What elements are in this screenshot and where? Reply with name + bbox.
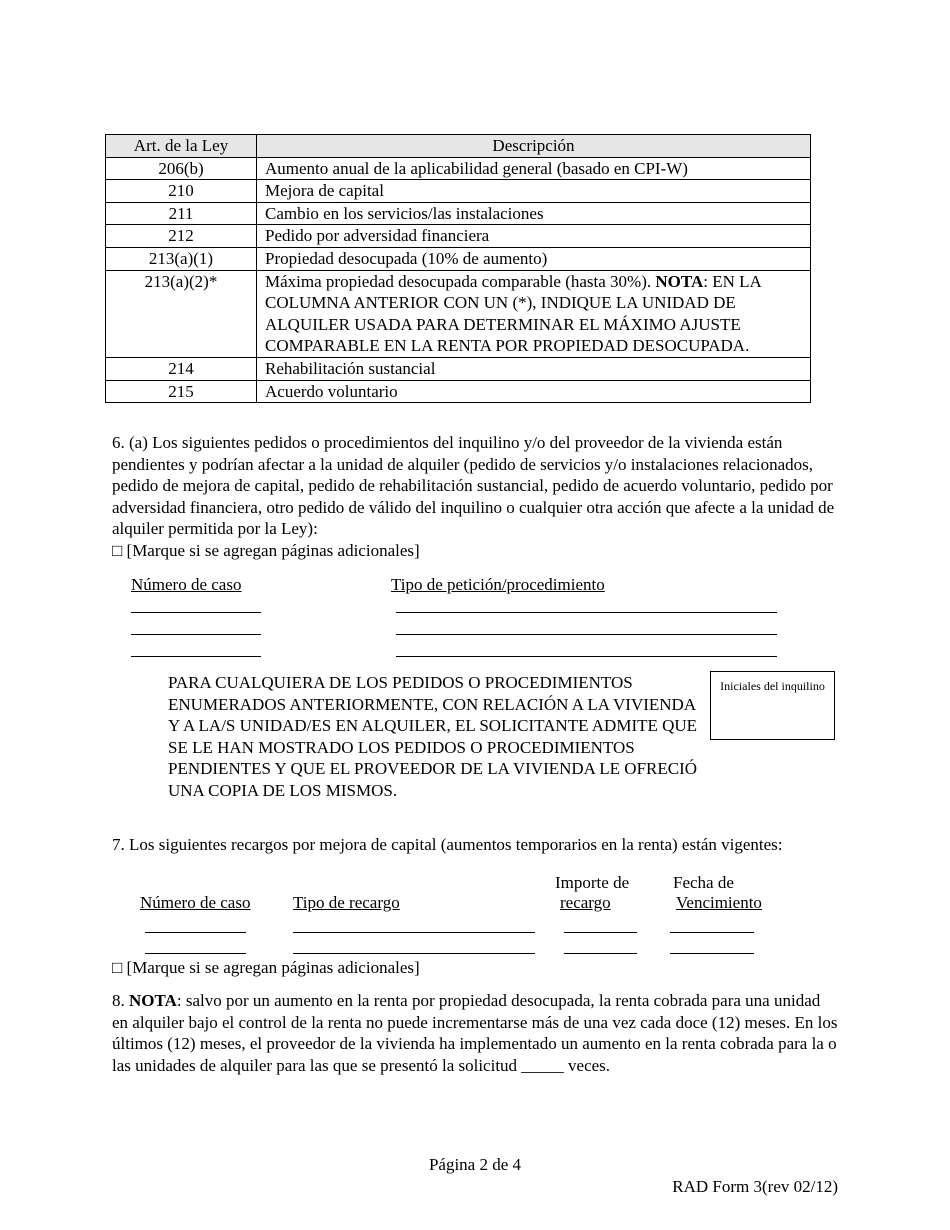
- table-row: [106, 380, 811, 403]
- case-number-blank[interactable]: [145, 932, 246, 933]
- checkbox-icon[interactable]: □: [112, 958, 123, 977]
- case-number-blank[interactable]: [131, 656, 261, 657]
- header-description: Descripción: [257, 135, 811, 158]
- table-row: [106, 180, 811, 203]
- table-row: [106, 202, 811, 225]
- col-case-number: Número de caso: [131, 575, 242, 594]
- checkbox-label: [Marque si se agregan páginas adicionales]: [126, 541, 420, 560]
- section-8-body: : salvo por un aumento en la renta por propiedad desocupada, la renta cobrada para una unidad en alquiler bajo el control de la renta no puede incrementarse más de una vez cada doce (12) meses. En los últimos (12) meses, el proveedor de la vivienda ha implementado un aumento en la renta cobrada para la o las unidades de alquiler para las que se presentó la solicitud _____ veces.: [112, 991, 838, 1075]
- desc-cell: [257, 270, 811, 357]
- art-cell: 206(b): [106, 157, 257, 180]
- checkbox-label: [Marque si se agregan páginas adicionales]: [126, 958, 420, 977]
- petition-type-blank[interactable]: [396, 656, 777, 657]
- art-cell: 214: [106, 357, 257, 380]
- desc-cell: Acuerdo voluntario: [257, 380, 811, 403]
- desc-cell: Cambio en los servicios/las instalaciones: [257, 202, 811, 225]
- section-6-checkbox-row[interactable]: [112, 540, 420, 562]
- table-header-row: [106, 135, 811, 158]
- art-cell: 213(a)(2)*: [106, 270, 257, 357]
- law-articles-table: [105, 134, 811, 403]
- col-date-line1: Fecha de: [673, 873, 734, 892]
- acknowledgement-notice: PARA CUALQUIERA DE LOS PEDIDOS O PROCEDIMIENTOS ENUMERADOS ANTERIORMENTE, CON RELACIÓN A LA VIVIENDA Y A LA/S UNIDAD/ES EN ALQUILER, EL SOLICITANTE ADMITE QUE SE LE HAN MOSTRADO LOS PEDIDOS O PROCEDIMIENTOS PENDIENTES Y QUE EL PROVEEDOR DE LA VIVIENDA LE OFRECIÓ UNA COPIA DE LOS MISMOS.: [168, 673, 698, 800]
- art-cell: 210: [106, 180, 257, 203]
- desc-cell: Rehabilitación sustancial: [257, 357, 811, 380]
- section-7-text: 7. Los siguientes recargos por mejora de capital (aumentos temporarios en la renta) están vigentes:: [112, 835, 783, 854]
- section-8-number: 8.: [112, 991, 129, 1010]
- header-art: Art. de la Ley: [106, 135, 257, 158]
- amount-blank[interactable]: [564, 953, 637, 954]
- desc-cell: Pedido por adversidad financiera: [257, 225, 811, 248]
- amount-blank[interactable]: [564, 932, 637, 933]
- art-cell: 211: [106, 202, 257, 225]
- tenant-initials-box[interactable]: [710, 671, 835, 740]
- desc-cell: Mejora de capital: [257, 180, 811, 203]
- desc-post: : EN LA COLUMNA ANTERIOR CON UN (*), INDIQUE LA UNIDAD DE ALQUILER USADA PARA DETERMINAR EL MÁXIMO AJUSTE COMPARABLE EN LA RENTA POR PROPIEDAD DESOCUPADA.: [265, 271, 761, 356]
- section-6-text: 6. (a) Los siguientes pedidos o procedimientos del inquilino y/o del proveedor de la vivienda están pendientes y podrían afectar a la unidad de alquiler (pedido de servicios y/o instalaciones relacionados, pedido de mejora de capital, pedido de rehabilitación sustancial, pedido de acuerdo voluntario, pedido por adversidad financiera, otro pedido de válido del inquilino o cualquier otra acción que afecte a la unidad de alquiler permitida por la Ley):: [112, 433, 835, 539]
- desc-bold-note: NOTA: [655, 271, 704, 291]
- expiration-date-blank[interactable]: [670, 953, 754, 954]
- surcharge-type-blank[interactable]: [293, 932, 535, 933]
- section-8-text: [112, 990, 840, 1076]
- table-row: [106, 357, 811, 380]
- petition-type-blank[interactable]: [396, 634, 777, 635]
- art-cell: 212: [106, 225, 257, 248]
- table-row: [106, 247, 811, 270]
- case-number-blank[interactable]: [145, 953, 246, 954]
- desc-cell: Aumento anual de la aplicabilidad general (basado en CPI-W): [257, 157, 811, 180]
- table-row: [106, 225, 811, 248]
- section-8-note-label: NOTA: [129, 991, 177, 1010]
- case-number-blank[interactable]: [131, 612, 261, 613]
- petition-type-blank[interactable]: [396, 612, 777, 613]
- desc-cell: Propiedad desocupada (10% de aumento): [257, 247, 811, 270]
- table-row: [106, 270, 811, 357]
- art-cell: 213(a)(1): [106, 247, 257, 270]
- col-surcharge-type: Tipo de recargo: [293, 893, 400, 912]
- surcharge-type-blank[interactable]: [293, 953, 535, 954]
- table-row: [106, 157, 811, 180]
- form-id: RAD Form 3(rev 02/12): [672, 1177, 838, 1196]
- art-cell: 215: [106, 380, 257, 403]
- page-number: Página 2 de 4: [428, 1155, 522, 1174]
- col-case-number: Número de caso: [140, 893, 251, 912]
- col-petition-type: Tipo de petición/procedimiento: [391, 575, 605, 594]
- checkbox-icon[interactable]: □: [112, 541, 123, 560]
- col-date-line2: Vencimiento: [676, 893, 762, 912]
- section-7-checkbox-row[interactable]: [112, 957, 420, 979]
- expiration-date-blank[interactable]: [670, 932, 754, 933]
- col-amount-line1: Importe de: [555, 873, 630, 892]
- col-amount-line2: recargo: [560, 893, 611, 912]
- case-number-blank[interactable]: [131, 634, 261, 635]
- desc-pre: Máxima propiedad desocupada comparable (hasta 30%).: [265, 271, 656, 291]
- initials-box-label: Iniciales del inquilino: [720, 679, 825, 693]
